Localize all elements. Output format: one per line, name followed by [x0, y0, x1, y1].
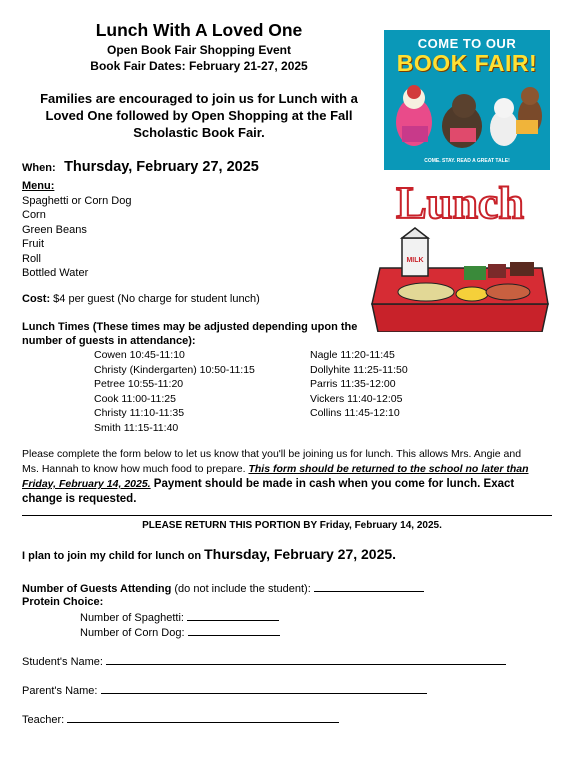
plan-statement: I plan to join my child for lunch on Thursday, February 27, 2025. [22, 546, 397, 562]
lunch-time-entry: Vickers 11:40-12:05 [310, 392, 403, 405]
lunch-time-entry: Dollyhite 11:25-11:50 [310, 363, 408, 376]
event-when: When: Thursday, February 27, 2025 [22, 159, 259, 175]
lunch-tray-illustration [370, 172, 550, 332]
menu-list [22, 194, 131, 280]
lunch-time-entry: Christy (Kindergarten) 10:50-11:15 [94, 363, 255, 376]
lunch-times-left-column [94, 348, 255, 435]
event-date: Thursday, February 27, 2025 [64, 159, 259, 175]
parent-name-field: Parent's Name: [22, 683, 427, 697]
corndog-count-field: Number of Corn Dog: [80, 625, 280, 639]
teacher-field: Teacher: [22, 712, 339, 726]
lunch-time-entry: Cook 11:00-11:25 [94, 392, 176, 405]
cut-line-divider [22, 515, 552, 516]
menu-item: Corn [22, 209, 46, 222]
menu-item: Roll [22, 252, 41, 265]
parent-name-blank[interactable] [101, 683, 427, 694]
menu-heading: Menu: [22, 180, 55, 192]
menu-item: Fruit [22, 238, 44, 251]
lunch-time-entry: Smith 11:15-11:40 [94, 421, 179, 434]
teacher-name-blank[interactable] [67, 712, 339, 723]
menu-item: Green Beans [22, 223, 87, 236]
lunch-time-entry: Parris 11:35-12:00 [310, 378, 396, 390]
lunch-time-entry: Nagle 11:20-11:45 [310, 349, 395, 361]
menu-item: Bottled Water [22, 267, 89, 280]
cost-line: Cost: $4 per guest (No charge for student lunch) [22, 293, 260, 305]
page-title: Lunch With A Loved One [95, 20, 303, 40]
page-subtitle: Open Book Fair Shopping Event [106, 43, 291, 57]
spaghetti-count-field: Number of Spaghetti: [80, 610, 279, 624]
student-name-field: Student's Name: [22, 654, 506, 668]
book-fair-dates: Book Fair Dates: February 21-27, 2025 [90, 59, 308, 73]
book-fair-poster: COME TO OUR BOOK FAIR! COME. STAY. READ A GREAT TALE! [384, 30, 550, 170]
lunch-time-entry: Collins 11:45-12:10 [310, 407, 400, 419]
menu-item: Spaghetti or Corn Dog [22, 195, 132, 207]
instructions-paragraph: Please complete the form below to let us know that you'll be joining us for lunch. This allows Mrs. Angie and Ms. Hannah to know how much food to prepare. This form should be returned to the school no later than Friday, February 14, 2025. Payment should be made in cash when you come for lunch. Exact change is requested. [22, 448, 529, 505]
student-name-blank[interactable] [106, 654, 506, 665]
lunch-time-entry: Cowen 10:45-11:10 [94, 349, 185, 361]
return-deadline-notice: This form should be returned to the school no later than [248, 463, 529, 475]
lunch-times-right-column [310, 348, 408, 421]
book-fair-characters-illustration [384, 82, 550, 160]
lunch-time-entry: Petree 10:55-11:20 [94, 378, 184, 390]
lunch-times-heading: Lunch Times (These times may be adjusted depending upon the number of guests in attendance): [22, 321, 358, 347]
milk-carton-label: MILK [406, 257, 424, 264]
corndog-count-blank[interactable] [188, 625, 280, 636]
return-portion-notice: PLEASE RETURN THIS PORTION BY Friday, February 14, 2025. [142, 520, 442, 531]
lunch-word: Lunch [396, 177, 524, 228]
intro-paragraph: Families are encouraged to join us for Lunch with a Loved One followed by Open Shopping at the Fall Scholastic Book Fair. [40, 91, 358, 140]
guests-count-blank[interactable] [314, 581, 424, 592]
protein-choice-label: Protein Choice: [22, 596, 104, 608]
guests-attending-field: Number of Guests Attending (do not include the student): [22, 581, 424, 595]
spaghetti-count-blank[interactable] [187, 610, 279, 621]
lunch-time-entry: Christy 11:10-11:35 [94, 407, 185, 419]
